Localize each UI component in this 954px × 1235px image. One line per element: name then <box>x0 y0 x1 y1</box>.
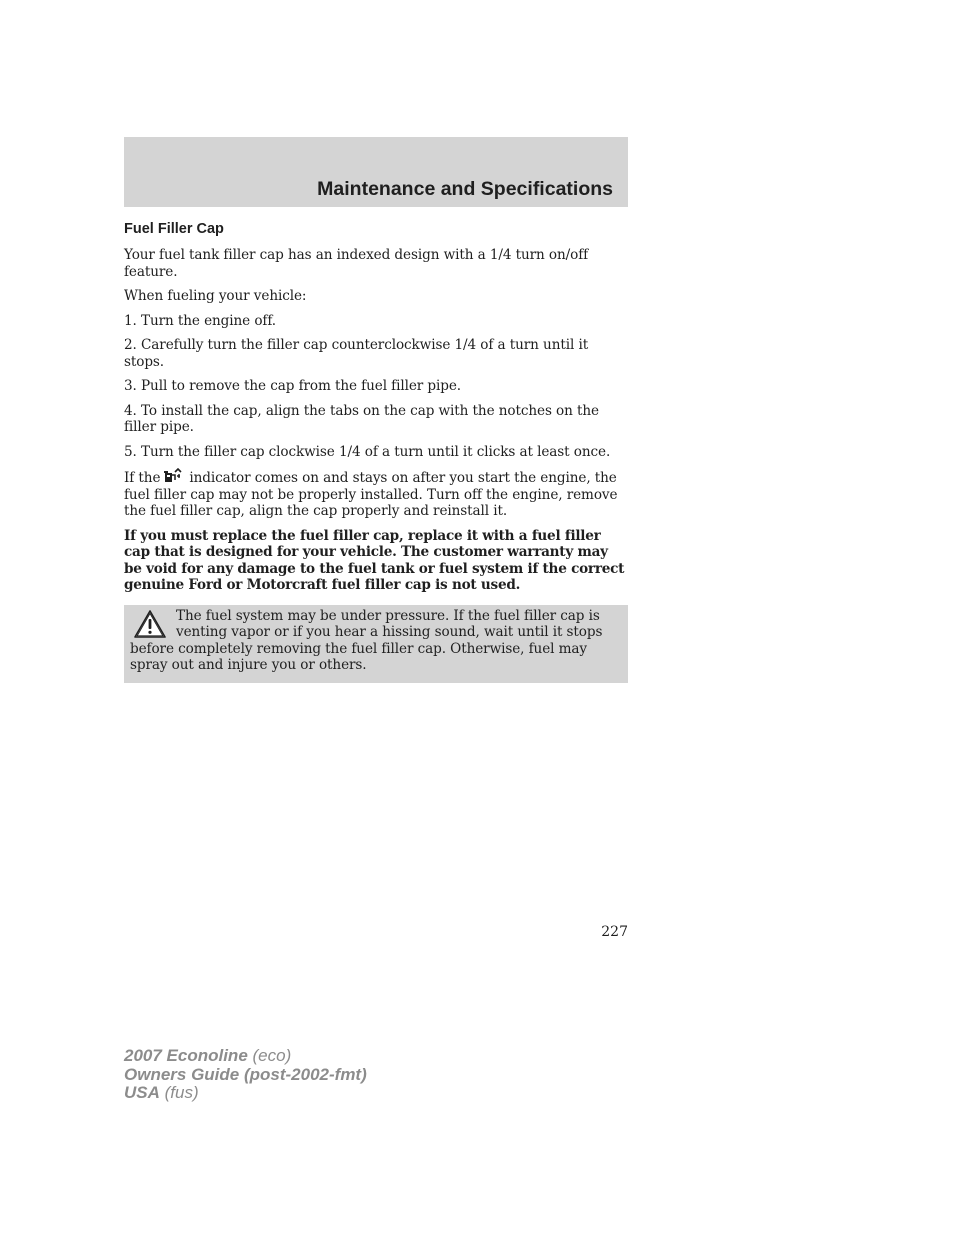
footer-market: USA <box>124 1083 160 1102</box>
footer-guide: Owners Guide (post-2002-fmt) <box>124 1064 367 1084</box>
replacement-notice: If you must replace the fuel filler cap, replace it with a fuel filler cap that is designed for your vehicle. The customer warranty may be void for any damage to the fuel tank or fuel system if the correct genuine Ford or Motorcraft fuel filler cap is not used. <box>124 527 625 593</box>
main-content <box>124 220 628 683</box>
footer <box>124 1047 367 1103</box>
warning-text: The fuel system may be under pressure. If the fuel filler cap is venting vapor or if you hear a hissing sound, wait until it stops before completely removing the fuel filler cap. Otherwise, fuel may spray out and injure you or others. <box>130 607 603 673</box>
footer-line-1 <box>124 1047 367 1066</box>
step-4: 4. To install the cap, align the tabs on the cap with the notches on the filler pipe. <box>124 402 599 435</box>
step-3: 3. Pull to remove the cap from the fuel filler pipe. <box>124 378 462 394</box>
footer-market-code: (fus) <box>164 1083 199 1102</box>
indicator-text-before: If the <box>124 470 161 486</box>
warning-triangle-icon <box>133 609 167 639</box>
step-2: 2. Carefully turn the filler cap counterclockwise 1/4 of a turn until it stops. <box>124 337 589 370</box>
page-number: 227 <box>601 924 628 940</box>
intro-paragraph: Your fuel tank filler cap has an indexed design with a 1/4 turn on/off feature. <box>124 247 589 280</box>
page-title: Maintenance and Specifications <box>317 178 613 200</box>
footer-model-code: (eco) <box>252 1046 292 1065</box>
when-fueling-paragraph: When fueling your vehicle: <box>124 288 307 304</box>
footer-line-3 <box>124 1084 367 1103</box>
step-5: 5. Turn the filler cap clockwise 1/4 of a turn until it clicks at least once. <box>124 443 611 460</box>
header-band <box>124 137 628 207</box>
footer-model: 2007 Econoline <box>124 1046 248 1065</box>
indicator-paragraph <box>124 468 628 520</box>
footer-line-2 <box>124 1066 367 1085</box>
check-fuel-cap-icon <box>163 468 185 484</box>
section-heading: Fuel Filler Cap <box>124 221 224 237</box>
step-1: 1. Turn the engine off. <box>124 312 277 329</box>
warning-box <box>124 605 628 683</box>
indicator-text-after: indicator comes on and stays on after you start the engine, the fuel filler cap may not be properly installed. Turn off the engine, remove the fuel filler cap, align the cap properly and reinstall it. <box>124 470 618 519</box>
